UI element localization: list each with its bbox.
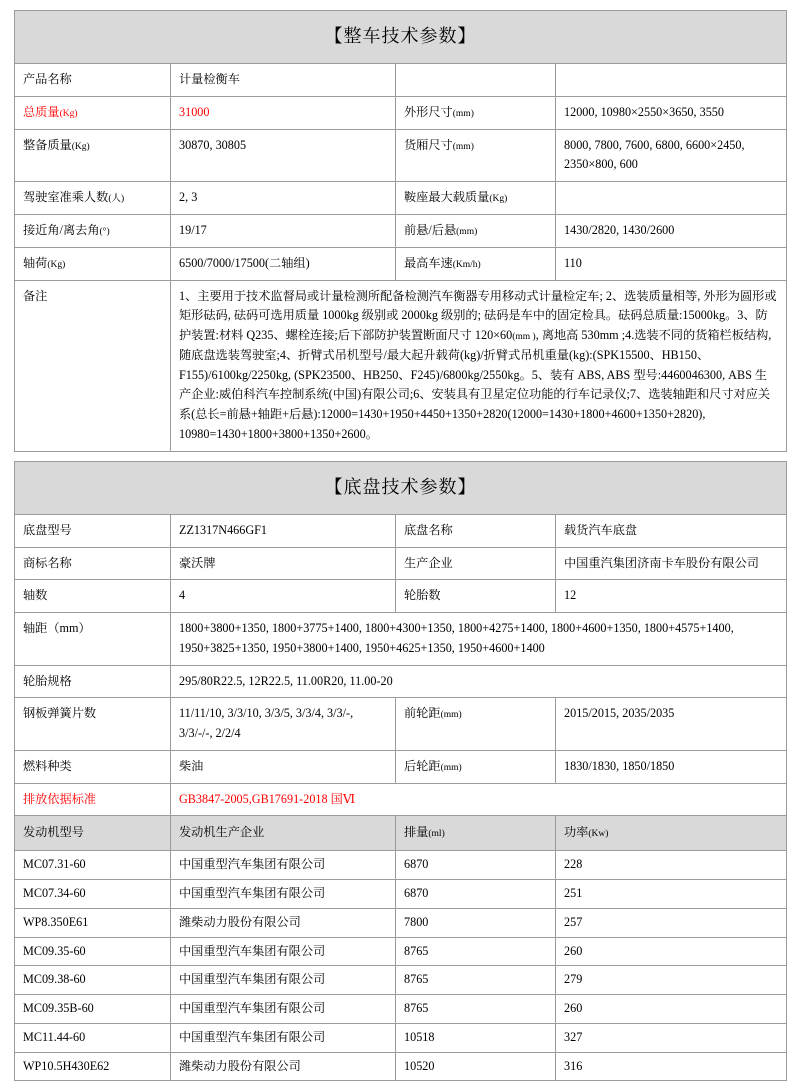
unit-suffix: (mm) xyxy=(452,108,474,119)
table-row xyxy=(15,214,787,247)
row-value-2: 1830/1830, 1850/1850 xyxy=(556,750,787,783)
engine-manufacturer: 潍柴动力股份有限公司 xyxy=(171,908,396,937)
engine-row xyxy=(15,995,787,1024)
row-value-2: 12000, 10980×2550×3650, 3550 xyxy=(556,96,787,129)
row-value: 19/17 xyxy=(171,214,396,247)
row-label: 整备质量(Kg) xyxy=(15,129,171,182)
vehicle-section-title-row xyxy=(15,11,787,64)
engine-col-header-manufacturer: 发动机生产企业 xyxy=(171,816,396,851)
row-label-2: 外形尺寸(mm) xyxy=(396,96,556,129)
unit-suffix: (Kg) xyxy=(47,259,66,270)
unit-suffix: (人) xyxy=(108,194,125,205)
engine-manufacturer: 中国重型汽车集团有限公司 xyxy=(171,966,396,995)
row-value-2: 中国重汽集团济南卡车股份有限公司 xyxy=(556,547,787,580)
engine-model: MC09.35-60 xyxy=(15,937,171,966)
engine-row xyxy=(15,937,787,966)
engine-power: 260 xyxy=(556,995,787,1024)
wheelbase-value: 1800+3800+1350, 1800+3775+1400, 1800+4300+1350, 1800+4275+1400, 1800+4600+1350, 1800+4575+1400, 1950+3825+1350, 1950+3800+1400, 1950+4625+1350, 1950+4600+1400 xyxy=(171,613,787,666)
chassis-section-title: 【底盘技术参数】 xyxy=(15,461,787,514)
row-value-2 xyxy=(556,182,787,215)
unit-suffix: (Kw) xyxy=(588,829,609,840)
row-value-2 xyxy=(556,64,787,97)
row-value: 11/11/10, 3/3/10, 3/3/5, 3/3/4, 3/3/-, 3/3/-/-, 2/2/4 xyxy=(171,698,396,751)
engine-power: 257 xyxy=(556,908,787,937)
engine-power: 279 xyxy=(556,966,787,995)
engine-row xyxy=(15,851,787,880)
remark-row xyxy=(15,280,787,451)
unit-suffix: (mm ) xyxy=(512,332,536,343)
emission-standard-row xyxy=(15,783,787,816)
vehicle-spec-table xyxy=(14,10,787,452)
engine-manufacturer: 潍柴动力股份有限公司 xyxy=(171,1052,396,1081)
row-value-2: 1430/2820, 1430/2600 xyxy=(556,214,787,247)
row-value: 4 xyxy=(171,580,396,613)
engine-displacement: 7800 xyxy=(396,908,556,937)
engine-manufacturer: 中国重型汽车集团有限公司 xyxy=(171,995,396,1024)
engine-manufacturer: 中国重型汽车集团有限公司 xyxy=(171,937,396,966)
section-gap xyxy=(14,452,786,461)
engine-manufacturer: 中国重型汽车集团有限公司 xyxy=(171,879,396,908)
remark-label: 备注 xyxy=(15,280,171,451)
table-row xyxy=(15,64,787,97)
engine-row xyxy=(15,908,787,937)
row-label-2: 前悬/后悬(mm) xyxy=(396,214,556,247)
row-label: 轴数 xyxy=(15,580,171,613)
row-label-2: 最高车速(Km/h) xyxy=(396,247,556,280)
engine-manufacturer: 中国重型汽车集团有限公司 xyxy=(171,1023,396,1052)
engine-manufacturer: 中国重型汽车集团有限公司 xyxy=(171,851,396,880)
row-value-2: 载货汽车底盘 xyxy=(556,514,787,547)
table-row xyxy=(15,547,787,580)
engine-displacement: 6870 xyxy=(396,851,556,880)
emission-standard-value: GB3847-2005,GB17691-2018 国Ⅵ xyxy=(171,783,787,816)
row-label-2: 底盘名称 xyxy=(396,514,556,547)
row-label: 接近角/离去角(°) xyxy=(15,214,171,247)
unit-suffix: (mm) xyxy=(440,710,462,721)
engine-power: 260 xyxy=(556,937,787,966)
row-label-2: 货厢尺寸(mm) xyxy=(396,129,556,182)
row-value-2: 2015/2015, 2035/2035 xyxy=(556,698,787,751)
table-row xyxy=(15,247,787,280)
row-value: 2, 3 xyxy=(171,182,396,215)
unit-suffix: (Kg) xyxy=(71,141,90,152)
table-row xyxy=(15,514,787,547)
row-label: 轴荷(Kg) xyxy=(15,247,171,280)
chassis-spec-table xyxy=(14,461,787,1082)
engine-col-header-displacement: 排量(ml) xyxy=(396,816,556,851)
row-label: 产品名称 xyxy=(15,64,171,97)
row-label-2 xyxy=(396,64,556,97)
row-value: 31000 xyxy=(171,96,396,129)
engine-power: 251 xyxy=(556,879,787,908)
table-row xyxy=(15,750,787,783)
row-value: 豪沃牌 xyxy=(171,547,396,580)
row-value: ZZ1317N466GF1 xyxy=(171,514,396,547)
wheelbase-row xyxy=(15,613,787,666)
engine-row xyxy=(15,879,787,908)
engine-model: MC09.38-60 xyxy=(15,966,171,995)
engine-power: 316 xyxy=(556,1052,787,1081)
unit-suffix: (mm) xyxy=(440,762,462,773)
unit-suffix: (mm) xyxy=(456,226,478,237)
row-label-2: 前轮距(mm) xyxy=(396,698,556,751)
row-value: 柴油 xyxy=(171,750,396,783)
row-label-2: 鞍座最大载质量(Kg) xyxy=(396,182,556,215)
engine-model: MC07.34-60 xyxy=(15,879,171,908)
row-label: 钢板弹簧片数 xyxy=(15,698,171,751)
row-label: 底盘型号 xyxy=(15,514,171,547)
row-value-2: 12 xyxy=(556,580,787,613)
engine-row xyxy=(15,1023,787,1052)
row-label-2: 后轮距(mm) xyxy=(396,750,556,783)
row-label: 商标名称 xyxy=(15,547,171,580)
engine-col-header-model: 发动机型号 xyxy=(15,816,171,851)
engine-power: 327 xyxy=(556,1023,787,1052)
engine-row xyxy=(15,1052,787,1081)
row-label: 总质量(Kg) xyxy=(15,96,171,129)
row-value-2: 8000, 7800, 7600, 6800, 6600×2450, 2350×800, 600 xyxy=(556,129,787,182)
row-label-2: 轮胎数 xyxy=(396,580,556,613)
wheelbase-label: 轴距（mm） xyxy=(15,613,171,666)
engine-col-header-power: 功率(Kw) xyxy=(556,816,787,851)
unit-suffix: (°) xyxy=(99,226,110,237)
row-label: 驾驶室准乘人数(人) xyxy=(15,182,171,215)
table-row xyxy=(15,182,787,215)
engine-displacement: 6870 xyxy=(396,879,556,908)
row-value: 30870, 30805 xyxy=(171,129,396,182)
row-label-2: 生产企业 xyxy=(396,547,556,580)
row-value-2: 110 xyxy=(556,247,787,280)
engine-model: MC11.44-60 xyxy=(15,1023,171,1052)
engine-displacement: 8765 xyxy=(396,995,556,1024)
engine-displacement: 10520 xyxy=(396,1052,556,1081)
engine-model: WP10.5H430E62 xyxy=(15,1052,171,1081)
unit-suffix: (mm) xyxy=(452,141,474,152)
unit-suffix: (Km/h) xyxy=(452,259,481,270)
row-value: 计量检衡车 xyxy=(171,64,396,97)
engine-displacement: 8765 xyxy=(396,937,556,966)
engine-table-header-row xyxy=(15,816,787,851)
emission-standard-label: 排放依据标准 xyxy=(15,783,171,816)
row-value: 6500/7000/17500(二轴组) xyxy=(171,247,396,280)
chassis-section-title-row xyxy=(15,461,787,514)
tire-spec-label: 轮胎规格 xyxy=(15,665,171,698)
engine-displacement: 8765 xyxy=(396,966,556,995)
engine-model: MC09.35B-60 xyxy=(15,995,171,1024)
table-row xyxy=(15,129,787,182)
table-row xyxy=(15,96,787,129)
engine-displacement: 10518 xyxy=(396,1023,556,1052)
engine-power: 228 xyxy=(556,851,787,880)
table-row xyxy=(15,698,787,751)
engine-model: WP8.350E61 xyxy=(15,908,171,937)
remark-text: 1、主要用于技术监督局或计量检测所配备检测汽车衡器专用移动式计量检定车; 2、选装质量相等, 外形为圆形或矩形砝码, 砝码可选用质量 1000kg 级别或 2000kg 级别的; 砝码是车中的固定检具。砝码总质量:15000kg。3、防护装置:材料 Q235、螺栓连接;后下部防护装置断面尺寸 120×60(mm ), 离地高 530mm ;4.选装不同的货箱栏板结构, 随底盘选装驾驶室;4、折臂式吊机型号/最大起升载荷(kg)/折臂式吊机重量(kg):(SPK15500、HB150、F155)/6100kg/2250kg, (SPK23500、HB250、F245)/6800kg/2550kg。5、装有 ABS, ABS 型号:4460046300, ABS 生产企业:威伯科汽车控制系统(中国)有限公司;6、安装具有卫星定位功能的行车记录仪;7、选装轴距和尺寸对应关系(总长=前悬+轴距+后悬):12000=1430+1950+4450+1350+2820(12000=1430+1800+4600+1350+2820), 10980=1430+1800+3800+1350+2600。 xyxy=(171,280,787,451)
engine-row xyxy=(15,966,787,995)
table-row xyxy=(15,580,787,613)
unit-suffix: (Kg) xyxy=(59,108,78,119)
tire-spec-value: 295/80R22.5, 12R22.5, 11.00R20, 11.00-20 xyxy=(171,665,787,698)
engine-model: MC07.31-60 xyxy=(15,851,171,880)
unit-suffix: (Kg) xyxy=(489,194,508,205)
unit-suffix: (ml) xyxy=(428,829,445,840)
row-label: 燃料种类 xyxy=(15,750,171,783)
tire-spec-row xyxy=(15,665,787,698)
vehicle-section-title: 【整车技术参数】 xyxy=(15,11,787,64)
